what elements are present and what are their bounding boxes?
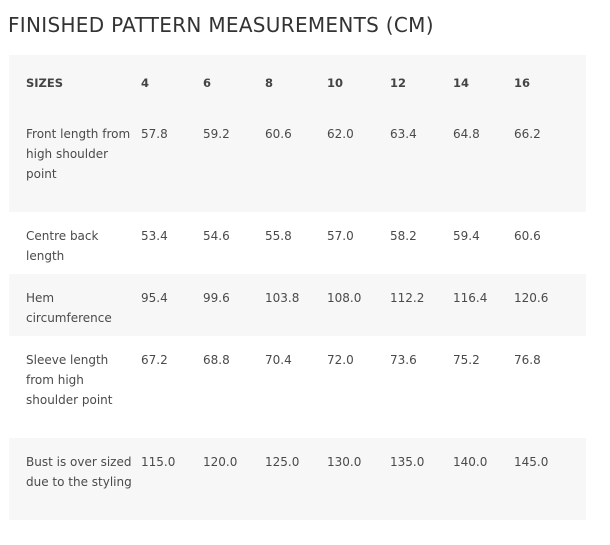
table-cell: 103.8	[265, 291, 300, 305]
table-cell: 68.8	[203, 353, 230, 367]
table-cell: 67.2	[141, 353, 168, 367]
header-size-12: 12	[390, 76, 407, 90]
table-cell: 54.6	[203, 229, 230, 243]
table-cell: 63.4	[390, 127, 417, 141]
header-sizes: SIZES	[26, 76, 64, 90]
table-row	[9, 438, 586, 520]
header-size-14: 14	[453, 76, 470, 90]
table-cell: 130.0	[327, 455, 362, 469]
header-size-6: 6	[203, 76, 212, 90]
table-cell: 95.4	[141, 291, 168, 305]
row-label: Hem circumference	[26, 291, 112, 325]
table-cell: 57.0	[327, 229, 354, 243]
table-cell: 120.0	[203, 455, 238, 469]
table-cell: 140.0	[453, 455, 488, 469]
table-cell: 108.0	[327, 291, 362, 305]
table-cell: 125.0	[265, 455, 300, 469]
table-cell: 115.0	[141, 455, 176, 469]
table-header-row	[9, 55, 586, 110]
table-cell: 70.4	[265, 353, 292, 367]
table-cell: 57.8	[141, 127, 168, 141]
header-size-8: 8	[265, 76, 274, 90]
measurements-table	[9, 55, 586, 520]
table-row	[9, 110, 586, 212]
table-cell: 135.0	[390, 455, 425, 469]
table-cell: 66.2	[514, 127, 541, 141]
header-size-10: 10	[327, 76, 344, 90]
table-row	[9, 274, 586, 336]
table-cell: 59.2	[203, 127, 230, 141]
header-size-4: 4	[141, 76, 150, 90]
table-cell: 116.4	[453, 291, 488, 305]
page-title: FINISHED PATTERN MEASUREMENTS (CM)	[8, 13, 434, 37]
table-row	[9, 212, 586, 274]
measurements-table-container	[9, 55, 549, 520]
table-cell: 73.6	[390, 353, 417, 367]
table-cell: 62.0	[327, 127, 354, 141]
table-cell: 55.8	[265, 229, 292, 243]
row-label: Front length from high shoulder point	[26, 127, 131, 181]
table-cell: 99.6	[203, 291, 230, 305]
table-cell: 60.6	[265, 127, 292, 141]
row-label: Centre back length	[26, 229, 99, 263]
header-size-16: 16	[514, 76, 531, 90]
row-label: Bust is over sized due to the styling	[26, 455, 132, 489]
table-cell: 72.0	[327, 353, 354, 367]
table-cell: 120.6	[514, 291, 549, 305]
table-cell: 59.4	[453, 229, 480, 243]
table-cell: 76.8	[514, 353, 541, 367]
table-row	[9, 336, 586, 438]
table-cell: 75.2	[453, 353, 480, 367]
table-cell: 60.6	[514, 229, 541, 243]
table-cell: 58.2	[390, 229, 417, 243]
table-cell: 145.0	[514, 455, 549, 469]
table-cell: 112.2	[390, 291, 425, 305]
table-cell: 64.8	[453, 127, 480, 141]
table-cell: 53.4	[141, 229, 168, 243]
row-label: Sleeve length from high shoulder point	[26, 353, 113, 407]
